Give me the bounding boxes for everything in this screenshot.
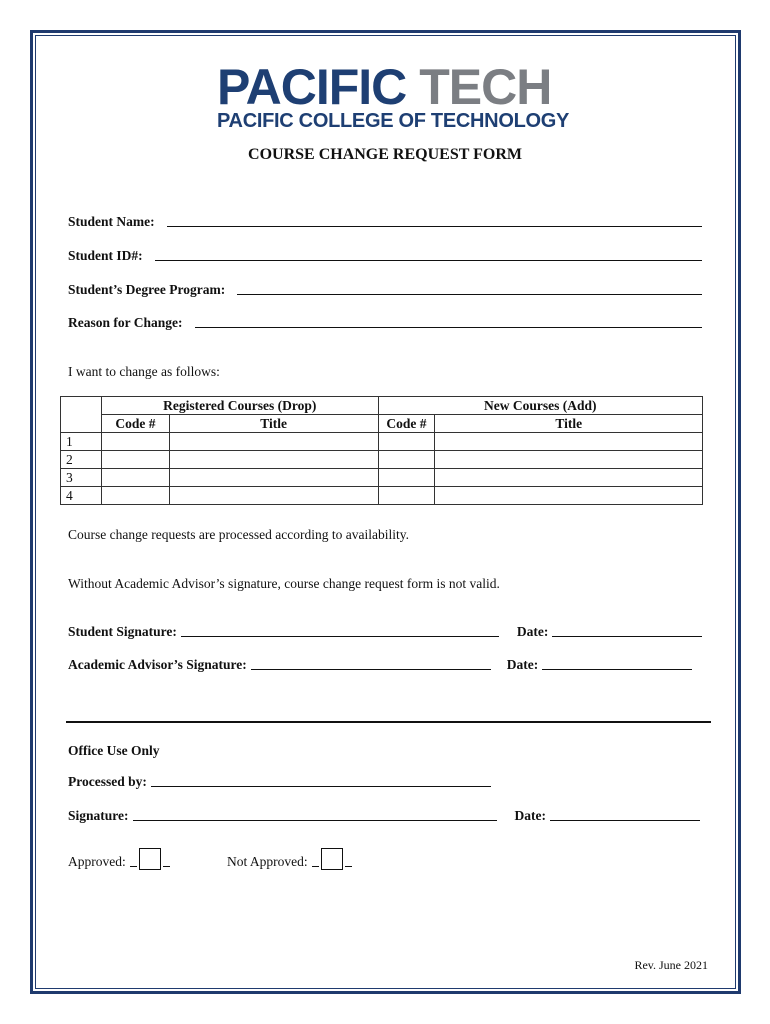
add-code-cell[interactable]: [378, 451, 435, 469]
office-section-divider: [66, 721, 711, 723]
course-change-table: [60, 396, 703, 505]
not-approved-underline-end: [345, 865, 352, 867]
drop-code-cell[interactable]: [101, 487, 169, 505]
signature-required-note: Without Academic Advisor’s signature, course change request form is not valid.: [68, 576, 500, 591]
row-number: 1: [61, 433, 102, 451]
not-approved-label: Not Approved:: [227, 854, 308, 869]
revision-date: Rev. June 2021: [634, 958, 708, 972]
office-date-input[interactable]: [550, 819, 700, 821]
reason-field: [68, 315, 702, 331]
drop-code-cell[interactable]: [101, 469, 169, 487]
add-title-header: Title: [435, 415, 703, 433]
row-number: 3: [61, 469, 102, 487]
drop-title-cell[interactable]: [169, 451, 378, 469]
office-signature-label: Signature:: [68, 808, 129, 823]
reason-input[interactable]: [195, 326, 703, 328]
not-approved-option: [227, 848, 352, 870]
table-row: [61, 469, 703, 487]
row-number: 2: [61, 451, 102, 469]
page-border-inner: [35, 35, 736, 989]
availability-note: Course change requests are processed according to availability.: [68, 527, 409, 542]
office-date-label: Date:: [514, 808, 546, 823]
college-logo: [217, 59, 570, 133]
student-name-input[interactable]: [167, 225, 702, 227]
advisor-signature-label: Academic Advisor’s Signature:: [68, 657, 247, 672]
drop-title-header: Title: [169, 415, 378, 433]
form-title: COURSE CHANGE REQUEST FORM: [248, 146, 522, 163]
row-number: 4: [61, 487, 102, 505]
degree-program-input[interactable]: [237, 293, 702, 295]
approved-label: Approved:: [68, 854, 126, 869]
add-title-cell[interactable]: [435, 469, 703, 487]
add-header: New Courses (Add): [378, 397, 703, 415]
student-date-input[interactable]: [552, 635, 702, 637]
logo-word-pacific: PACIFIC: [217, 59, 407, 115]
office-use-heading: Office Use Only: [68, 743, 160, 758]
add-title-cell[interactable]: [435, 451, 703, 469]
row-number-header: [61, 397, 102, 433]
processed-by-label: Processed by:: [68, 774, 147, 789]
degree-program-field: [68, 282, 702, 298]
student-signature-row: [68, 624, 708, 640]
add-code-cell[interactable]: [378, 469, 435, 487]
advisor-date-label: Date:: [506, 657, 539, 672]
not-approved-checkbox[interactable]: [321, 848, 343, 870]
advisor-signature-input[interactable]: [251, 668, 491, 670]
drop-code-header: Code #: [101, 415, 169, 433]
drop-title-cell[interactable]: [169, 433, 378, 451]
office-signature-input[interactable]: [133, 819, 497, 821]
approved-checkbox[interactable]: [139, 848, 161, 870]
logo-word-tech: TECH: [419, 59, 552, 115]
add-title-cell[interactable]: [435, 433, 703, 451]
student-signature-input[interactable]: [181, 635, 499, 637]
student-date-label: Date:: [516, 624, 549, 639]
student-name-label: Student Name:: [68, 214, 155, 229]
advisor-date-input[interactable]: [542, 668, 692, 670]
student-id-field: [68, 248, 702, 264]
table-row: [61, 433, 703, 451]
student-signature-label: Student Signature:: [68, 624, 177, 639]
table-row: [61, 451, 703, 469]
not-approved-underline: [312, 865, 319, 867]
student-id-label: Student ID#:: [68, 248, 143, 263]
drop-code-cell[interactable]: [101, 433, 169, 451]
degree-program-label: Student’s Degree Program:: [68, 282, 226, 297]
student-id-input[interactable]: [155, 259, 702, 261]
add-code-cell[interactable]: [378, 487, 435, 505]
student-name-field: [68, 214, 702, 230]
add-code-cell[interactable]: [378, 433, 435, 451]
processed-by-row: [68, 774, 708, 790]
logo-subtitle: PACIFIC COLLEGE OF TECHNOLOGY: [217, 110, 570, 132]
logo-wordmark: [217, 59, 567, 115]
approved-underline-end: [163, 865, 170, 867]
processed-by-input[interactable]: [151, 785, 491, 787]
table-group-header-row: [61, 397, 703, 415]
advisor-signature-row: [68, 657, 708, 673]
reason-label: Reason for Change:: [68, 315, 183, 330]
drop-header: Registered Courses (Drop): [101, 397, 378, 415]
approved-underline: [130, 865, 137, 867]
add-code-header: Code #: [378, 415, 435, 433]
approved-option: [68, 848, 170, 870]
table-row: [61, 487, 703, 505]
drop-code-cell[interactable]: [101, 451, 169, 469]
table-column-header-row: [61, 415, 703, 433]
drop-title-cell[interactable]: [169, 487, 378, 505]
add-title-cell[interactable]: [435, 487, 703, 505]
office-signature-row: [68, 808, 708, 824]
drop-title-cell[interactable]: [169, 469, 378, 487]
change-intro: I want to change as follows:: [68, 364, 220, 379]
